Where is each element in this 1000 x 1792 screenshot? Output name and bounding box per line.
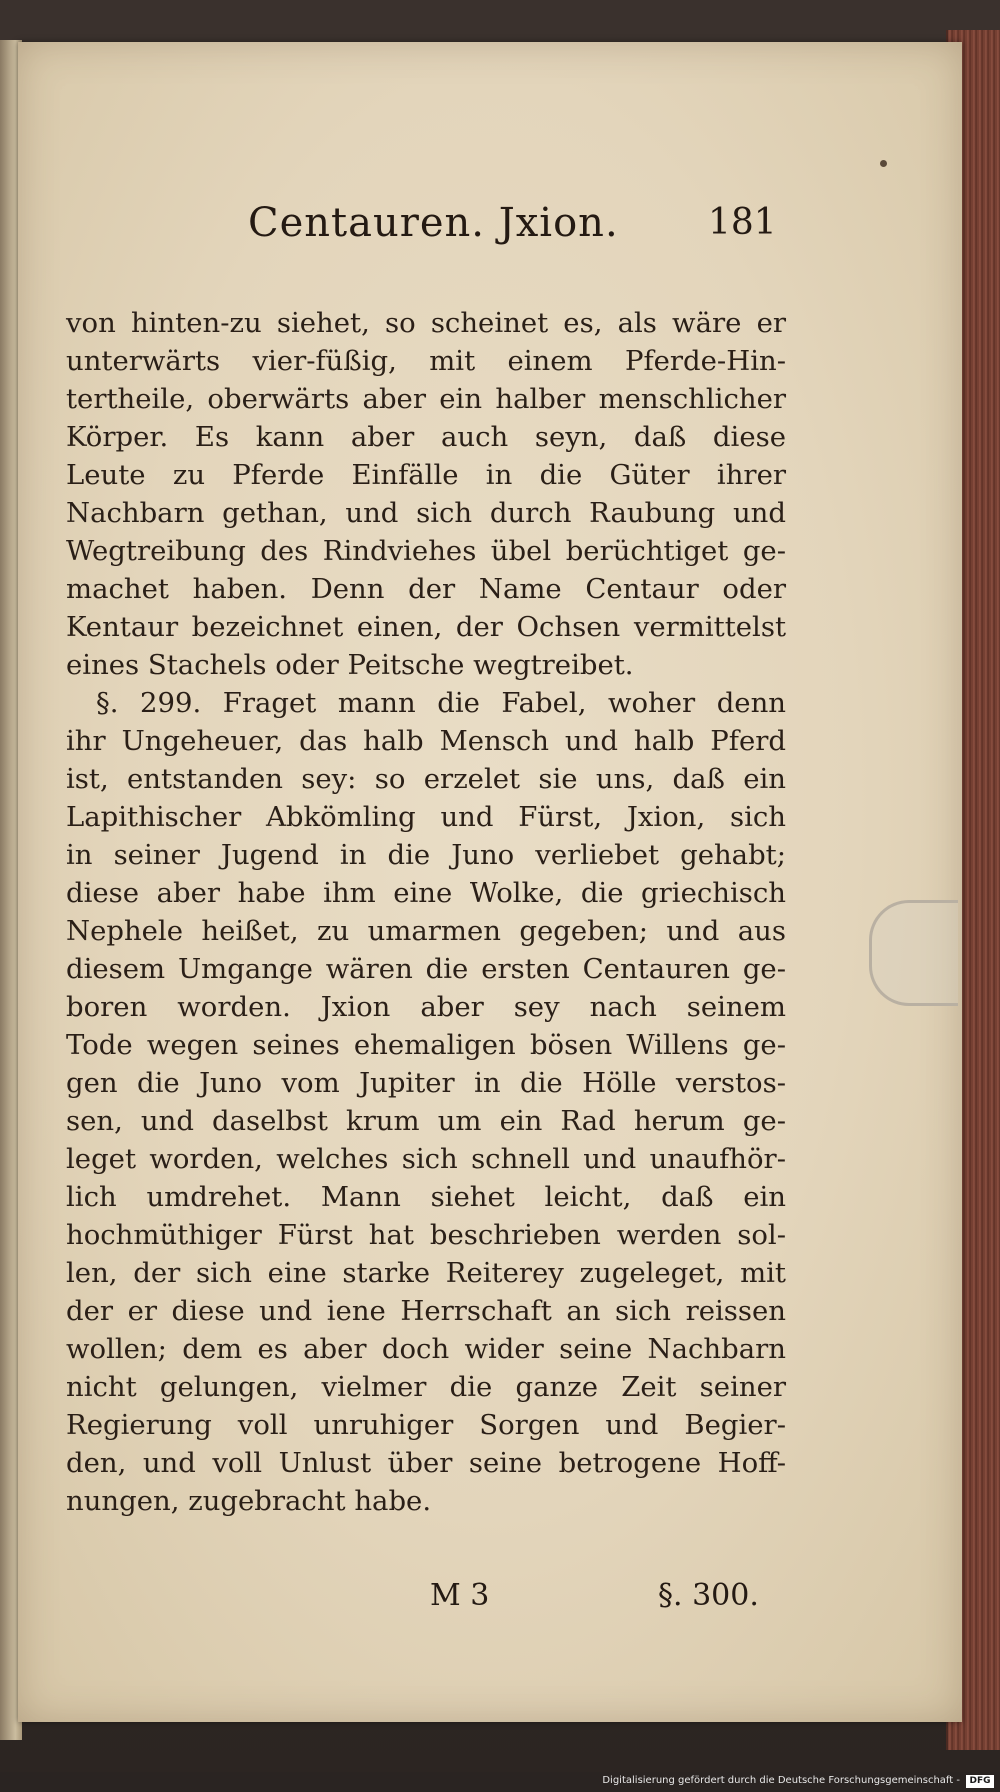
text-line: Nephele heißet, zu umarmen gegeben; und aus xyxy=(66,915,786,947)
text-line: wollen; dem es aber doch wider seine Nachbarn xyxy=(66,1333,786,1365)
text-line: von hinten-zu siehet, so scheinet es, als wäre er xyxy=(66,307,786,339)
text-line: nungen, zugebracht habe. xyxy=(66,1485,432,1517)
page-header xyxy=(18,192,962,262)
catchword: §. 300. xyxy=(658,1578,759,1613)
text-line: den, und voll Unlust über seine betrogene Hoff- xyxy=(66,1447,786,1479)
text-line: nicht gelungen, vielmer die ganze Zeit seiner xyxy=(66,1371,786,1403)
text-line: hochmüthiger Fürst hat beschrieben werden sol- xyxy=(66,1219,786,1251)
text-line: Tode wegen seines ehemaligen bösen Willens ge- xyxy=(66,1029,786,1061)
book-page xyxy=(18,42,962,1722)
page-clip xyxy=(869,900,958,1006)
text-line: in seiner Jugend in die Juno verliebet gehabt; xyxy=(66,839,786,871)
text-line: lich umdrehet. Mann siehet leicht, daß ein xyxy=(66,1181,786,1213)
text-line: §. 299. Fraget mann die Fabel, woher denn xyxy=(96,687,786,719)
text-line: Wegtreibung des Rindviehes übel berüchtiget ge- xyxy=(66,535,786,567)
text-line: eines Stachels oder Peitsche wegtreibet. xyxy=(66,649,634,681)
page-footer xyxy=(18,1578,962,1628)
digitization-bar xyxy=(0,1772,1000,1792)
text-line: Regierung voll unruhiger Sorgen und Begier- xyxy=(66,1409,786,1441)
text-line: Kentaur bezeichnet einen, der Ochsen vermittelst xyxy=(66,611,786,643)
digitization-credit: Digitalisierung gefördert durch die Deutsche Forschungsgemeinschaft - xyxy=(602,1775,960,1786)
text-line: boren worden. Jxion aber sey nach seinem xyxy=(66,991,786,1023)
text-line: diesem Umgange wären die ersten Centauren ge- xyxy=(66,953,786,985)
text-line: Lapithischer Abkömling und Fürst, Jxion, sich xyxy=(66,801,786,833)
text-line: sen, und daselbst krum um ein Rad herum ge- xyxy=(66,1105,786,1137)
text-line: Körper. Es kann aber auch seyn, daß diese xyxy=(66,421,786,453)
body-text xyxy=(66,304,786,1520)
text-line: Leute zu Pferde Einfälle in die Güter ihrer xyxy=(66,459,786,491)
text-line: unterwärts vier-füßig, mit einem Pferde-Hin- xyxy=(66,345,786,377)
text-line: machet haben. Denn der Name Centaur oder xyxy=(66,573,786,605)
page-number: 181 xyxy=(708,202,777,243)
text-line: leget worden, welches sich schnell und unaufhör- xyxy=(66,1143,786,1175)
text-line: gen die Juno vom Jupiter in die Hölle verstos- xyxy=(66,1067,786,1099)
text-line: ihr Ungeheuer, das halb Mensch und halb Pferd xyxy=(66,725,786,757)
text-line: der er diese und iene Herrschaft an sich reissen xyxy=(66,1295,786,1327)
dfg-logo: DFG xyxy=(966,1775,994,1788)
text-line: diese aber habe ihm eine Wolke, die griechisch xyxy=(66,877,786,909)
paper-speck xyxy=(880,160,887,167)
text-line: tertheile, oberwärts aber ein halber menschlicher xyxy=(66,383,786,415)
text-line: Nachbarn gethan, und sich durch Raubung und xyxy=(66,497,786,529)
text-line: ist, entstanden sey: so erzelet sie uns, daß ein xyxy=(66,763,786,795)
signature-mark: M 3 xyxy=(430,1578,490,1613)
text-line: len, der sich eine starke Reiterey zugeleget, mit xyxy=(66,1257,786,1289)
running-title: Centauren. Jxion. xyxy=(248,200,619,246)
